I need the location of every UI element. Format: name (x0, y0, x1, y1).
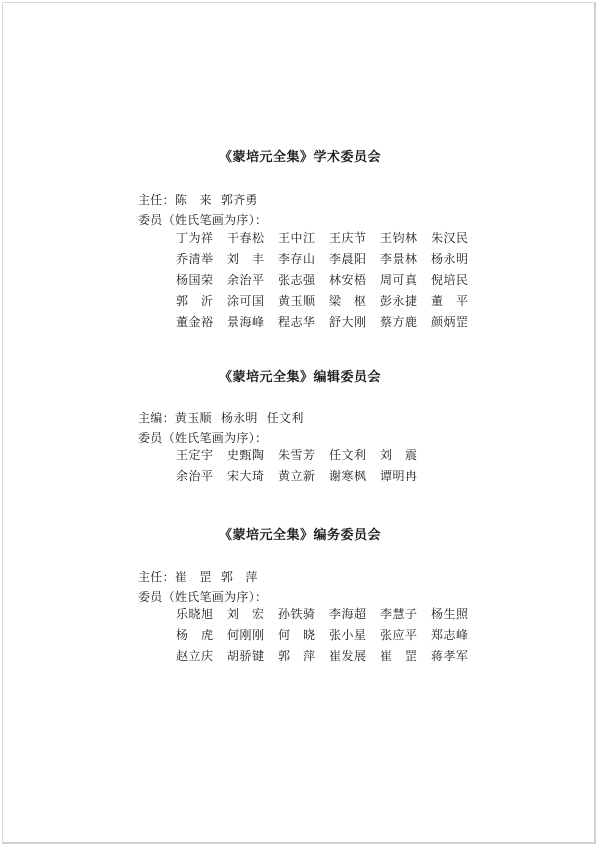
member-name: 涂可国 (227, 294, 265, 308)
editorial-committee-title: 《蒙培元全集》编辑委员会 (218, 370, 381, 385)
academic-directors-line (138, 191, 267, 208)
member-name: 周可真 (380, 273, 418, 287)
member-name: 朱雪芳 (278, 448, 316, 462)
member-name: 刘 震 (380, 448, 418, 462)
member-name: 王定宇 (176, 448, 214, 462)
member-name: 王中江 (278, 231, 316, 245)
member-name: 李存山 (278, 252, 316, 266)
member-name: 王庆节 (329, 231, 367, 245)
member-name: 蒋孝军 (431, 649, 469, 663)
member-name: 余治平 (227, 273, 265, 287)
member-name: 史甄陶 (227, 448, 265, 462)
member-name: 乐晓旭 (176, 607, 214, 621)
member-name: 舒大刚 (329, 315, 367, 329)
member-name: 崔发展 (329, 649, 367, 663)
member-name: 杨永明 (431, 252, 469, 266)
member-name: 何 晓 (278, 628, 316, 642)
member-name: 朱汉民 (431, 231, 469, 245)
member-name: 孙铁骑 (278, 607, 316, 621)
editor-name: 任文利 (266, 411, 304, 425)
member-name: 梁 枢 (329, 294, 367, 308)
member-name: 杨国荣 (176, 273, 214, 287)
editor-name: 杨永明 (220, 411, 258, 425)
member-name: 刘 宏 (227, 607, 265, 621)
member-name: 张应平 (380, 628, 418, 642)
affairs-committee-title: 《蒙培元全集》编务委员会 (218, 528, 381, 543)
editor-name: 黄玉顺 (174, 411, 212, 425)
member-name: 余治平 (176, 469, 214, 483)
editorial-members-label: 委员（姓氏笔画为序）： (138, 431, 268, 445)
editorial-members-grid (176, 446, 431, 486)
member-name: 任文利 (329, 448, 367, 462)
member-name: 赵立庆 (176, 649, 214, 663)
affairs-directors-line (138, 568, 267, 585)
member-name: 林安梧 (329, 273, 367, 287)
member-name: 李海超 (329, 607, 367, 621)
member-name: 杨生照 (431, 607, 469, 621)
member-name: 李景林 (380, 252, 418, 266)
editors-label: 主编： (138, 411, 175, 425)
member-name: 宋大琦 (227, 469, 265, 483)
member-name: 彭永捷 (380, 294, 418, 308)
member-name: 杨 虎 (176, 628, 214, 642)
director-name: 陈 来 (174, 193, 212, 207)
member-name: 郭 萍 (278, 649, 316, 663)
affairs-members-label: 委员（姓氏笔画为序）： (138, 590, 268, 604)
member-name: 刘 丰 (227, 252, 265, 266)
director-name: 郭齐勇 (220, 193, 258, 207)
member-name: 董金裕 (176, 315, 214, 329)
member-name: 郑志峰 (431, 628, 469, 642)
member-name: 王钧林 (380, 231, 418, 245)
directors-label: 主任： (138, 570, 175, 584)
member-name: 丁为祥 (176, 231, 214, 245)
member-name: 张志强 (278, 273, 316, 287)
member-name: 胡骄键 (227, 649, 265, 663)
member-name: 李慧子 (380, 607, 418, 621)
directors-label: 主任： (138, 193, 175, 207)
academic-members-grid (176, 229, 482, 332)
member-name: 颜炳罡 (431, 315, 469, 329)
member-name: 郭 沂 (176, 294, 214, 308)
member-name: 干春松 (227, 231, 265, 245)
director-name: 崔 罡 (174, 570, 212, 584)
member-name: 张小星 (329, 628, 367, 642)
member-name: 董 平 (431, 294, 469, 308)
editorial-editors-line (138, 409, 313, 426)
member-name: 崔 罡 (380, 649, 418, 663)
academic-committee-title: 《蒙培元全集》学术委员会 (218, 150, 381, 165)
member-name: 黄立新 (278, 469, 316, 483)
member-name: 黄玉顺 (278, 294, 316, 308)
member-name: 倪培民 (431, 273, 469, 287)
member-name: 蔡方鹿 (380, 315, 418, 329)
member-name: 李晨阳 (329, 252, 367, 266)
member-name: 谭明冉 (380, 469, 418, 483)
member-name: 乔清举 (176, 252, 214, 266)
member-name: 何刚刚 (227, 628, 265, 642)
member-name: 程志华 (278, 315, 316, 329)
academic-members-label: 委员（姓氏笔画为序）： (138, 213, 268, 227)
member-name: 谢寒枫 (329, 469, 367, 483)
director-name: 郭 萍 (220, 570, 258, 584)
affairs-members-grid (176, 605, 482, 666)
member-name: 景海峰 (227, 315, 265, 329)
